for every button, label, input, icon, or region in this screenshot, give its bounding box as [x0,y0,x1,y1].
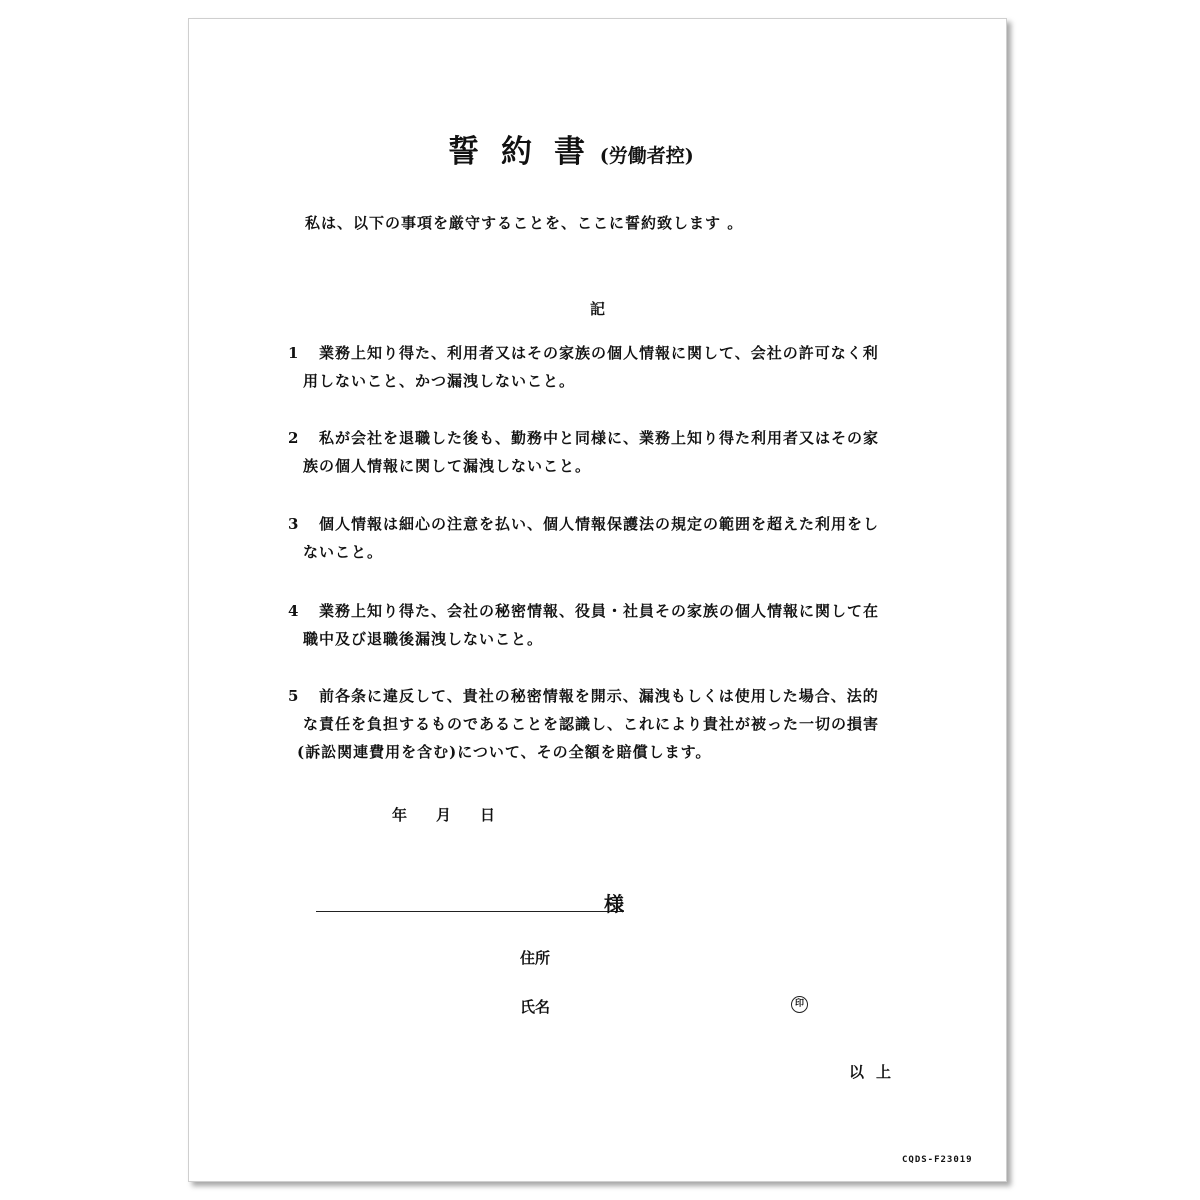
clause-line: 用しないこと、かつ漏洩しないこと。 [303,372,576,390]
recipient-honorific: 様 [604,892,624,916]
title-char: 誓 [448,134,481,170]
ki-heading: 記 [590,300,606,318]
clause-3 [288,510,879,566]
clause-line: 業務上知り得た、会社の秘密情報、役員・社員その家族の個人情報に関して在 [319,602,880,620]
intro-statement: 私は、以下の事項を厳守することを、ここに誓約致します 。 [305,214,744,232]
clause-line: ないこと。 [303,543,384,561]
title-char: 書 [554,134,587,170]
clause-number: 2 [288,429,300,447]
clause-line: 族の個人情報に関して漏洩しないこと。 [303,457,592,475]
date-day-label: 日 [480,806,496,824]
date-field [392,804,524,825]
clause-line: (訴訟関連費用を含む)について、その全額を賠償します。 [297,743,712,761]
clause-4 [288,597,879,653]
clause-line: 前各条に違反して、貴社の秘密情報を開示、漏洩もしくは使用した場合、法的 [319,687,879,705]
document-title [448,126,694,171]
clause-line: な責任を負担するものであることを認識し、これにより貴社が被った一切の損害 [303,715,880,733]
clause-2 [288,424,879,480]
clause-number: 3 [288,515,300,533]
clause-number: 1 [288,344,300,362]
clause-5 [288,682,879,766]
date-month-label: 月 [436,806,452,824]
clause-line: 個人情報は細心の注意を払い、個人情報保護法の規定の範囲を超えた利用をし [319,515,880,533]
closing-remark: 以上 [849,1063,904,1081]
clause-1 [288,339,879,395]
clause-line: 私が会社を退職した後も、勤務中と同様に、業務上知り得た利用者又はその家 [319,429,880,447]
clause-line: 職中及び退職後漏洩しないこと。 [303,630,544,648]
title-subtitle: (労働者控) [599,145,694,167]
clause-line: 業務上知り得た、利用者又はその家族の個人情報に関して、会社の許可なく利 [319,344,879,362]
form-code: CQDS-F23019 [902,1155,973,1165]
recipient-underline [316,911,624,912]
clause-number: 4 [288,602,300,620]
title-char: 約 [501,134,534,170]
date-year-label: 年 [392,806,408,824]
seal-mark-icon: 印 [791,996,808,1013]
name-label: 氏名 [520,998,551,1016]
clause-number: 5 [288,687,300,705]
address-label: 住所 [520,949,551,967]
